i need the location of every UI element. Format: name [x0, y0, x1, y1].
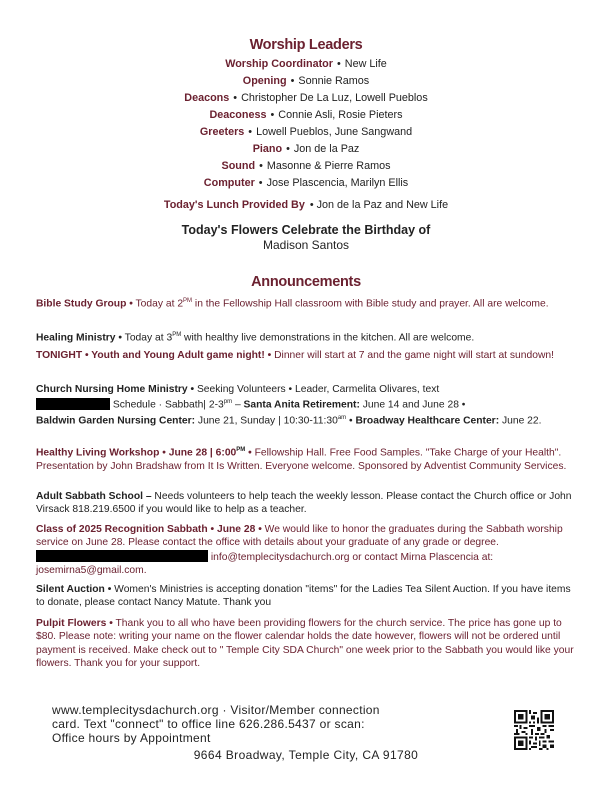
- separator-dot: •: [336, 58, 341, 70]
- leader-role: Greeters: [199, 126, 245, 138]
- announcement-text: Thank you to all who have been providing flowers for the church service. The price has gone up to $80. Please note: writing your name on the flower calendar holds the date however, flowers will not be ordered until payment is received. Make check out to " Temple City SDA Church" one week prior to the Sabbath you would like your flowers. Thank you for your support.: [36, 618, 574, 669]
- announcement-bible-study: [36, 295, 578, 311]
- announcement-text: June 22.: [499, 415, 542, 427]
- superscript: PM: [183, 298, 193, 304]
- lunch-names: Jon de la Paz and New Life: [316, 199, 449, 211]
- announcement-text: info@templecitysdachurch.org or contact Mirna Plascencia at: josemirna5@gmail.com.: [36, 551, 494, 576]
- announcement-healthy-living: [36, 444, 578, 473]
- location-name: Baldwin Garden Nursing Center:: [36, 415, 196, 427]
- leader-row: [0, 175, 612, 192]
- separator-dot: •: [258, 177, 263, 189]
- footer-line: www.templecitysdachurch.org · Visitor/Member connection: [52, 703, 380, 717]
- announcement-text: Today at 2: [132, 298, 184, 310]
- announcement-text: June 21, Sunday | 10:30-11:30: [195, 415, 338, 427]
- leader-role: Piano: [252, 143, 283, 155]
- separator-dot: •: [248, 126, 253, 138]
- announcement-title: Class of 2025 Recognition Sabbath • June 28 •: [36, 524, 262, 535]
- announcement-text: We would like to honor the graduates during the Sabbath worship service on June 28. Please contact the office with details about your graduate of any grade or degree.: [36, 524, 563, 549]
- announcement-title: Silent Auction •: [36, 584, 112, 595]
- leader-row: [0, 158, 612, 175]
- separator-dot: •: [233, 92, 238, 104]
- leader-row: [0, 107, 612, 124]
- lunch-label: Today's Lunch Provided By: [163, 199, 305, 211]
- leader-role: Sound: [221, 160, 256, 172]
- separator-dot: •: [259, 160, 263, 172]
- announcement-title: TONIGHT • Youth and Young Adult game night! •: [36, 350, 272, 361]
- leader-role: Computer: [203, 177, 255, 189]
- church-address: 9664 Broadway, Temple City, CA 91780: [193, 748, 419, 762]
- announcement-healing: [36, 329, 578, 345]
- announcement-adult-sabbath-school: [36, 490, 578, 517]
- leader-names: Christopher De La Luz, Lowell Pueblos: [241, 92, 428, 104]
- announcement-silent-auction: [36, 583, 578, 610]
- announcement-text: Fellowship Hall. Free Food Samples. "Take Charge of your Health". Presentation by John Bradshaw from It Is Written. Everyone welcome. Sponsored by Adventist Community Services.: [36, 447, 567, 472]
- announcement-title: Church Nursing Home Ministry •: [36, 384, 195, 395]
- announcements-heading: Announcements: [251, 274, 361, 290]
- announcement-pulpit-flowers: [36, 617, 578, 670]
- separator-dot: •: [309, 199, 314, 211]
- location-name: Broadway Healthcare Center:: [352, 415, 500, 427]
- leader-names: New Life: [344, 58, 387, 70]
- announcement-text: with healthy live demonstrations in the kitchen. All are welcome.: [181, 332, 475, 344]
- announcement-title: Adult Sabbath School –: [36, 491, 152, 502]
- leader-row: [0, 124, 612, 141]
- announcement-text: –: [232, 399, 244, 411]
- announcement-text: June 14 and June 28 •: [359, 399, 466, 411]
- separator-dot: •: [270, 109, 275, 121]
- leader-names: Sonnie Ramos: [298, 75, 370, 87]
- announcement-text: Seeking Volunteers • Leader, Carmelita Olivares, text: [194, 384, 440, 395]
- announcement-nursing: [36, 383, 578, 428]
- announcement-text: in the Fellowship Hall classroom with Bible study and prayer. All are welcome.: [192, 298, 549, 310]
- announcement-tonight: [36, 349, 578, 362]
- location-name: Santa Anita Retirement:: [243, 399, 360, 411]
- leader-row: [0, 56, 612, 73]
- announcement-class-2025: [36, 523, 578, 577]
- footer-line: Office hours by Appointment: [52, 731, 211, 745]
- announcement-text: Dinner will start at 7 and the game night will start at sundown!: [271, 350, 554, 361]
- superscript: am: [337, 415, 347, 422]
- footer-info: [52, 703, 492, 745]
- leader-names: Jose Plascencia, Marilyn Ellis: [266, 177, 409, 189]
- announcement-title: •: [245, 447, 252, 459]
- qr-code-icon: [514, 710, 554, 750]
- announcement-title: Healthy Living Workshop • June 28 | 6:00: [36, 447, 237, 459]
- leader-names: Jon de la Paz: [293, 143, 360, 155]
- leader-role: Deacons: [184, 92, 230, 104]
- leader-role: Worship Coordinator: [225, 58, 333, 70]
- leader-names: Lowell Pueblos, June Sangwand: [256, 126, 413, 138]
- leader-names: Connie Asli, Rosie Pieters: [278, 109, 403, 121]
- announcement-title: Bible Study Group •: [36, 298, 133, 310]
- superscript: PM: [172, 332, 182, 338]
- leader-row: [0, 90, 612, 107]
- separator-dot: •: [290, 75, 295, 87]
- redacted-block: [36, 550, 208, 562]
- superscript: pm: [223, 399, 233, 406]
- leader-row: [0, 141, 612, 158]
- announcement-text: •: [346, 415, 353, 427]
- flowers-name: Madison Santos: [262, 238, 350, 252]
- announcement-text: Needs volunteers to help teach the weekly lesson. Please contact the Church office or John Virsack 818.219.6500 if you would like to help as a teacher.: [36, 491, 572, 516]
- leader-role: Deaconess: [209, 109, 267, 121]
- footer-line: card. Text "connect" to office line 626.286.5437 or scan:: [52, 717, 365, 731]
- worship-leaders-heading: Worship Leaders: [249, 37, 363, 53]
- announcement-title: Healing Ministry •: [36, 332, 122, 344]
- leader-names: Masonne & Pierre Ramos: [266, 160, 391, 172]
- announcement-text: Women's Ministries is accepting donation "items" for the Ladies Tea Silent Auction. If you have items to donate, please contact Nancy Matute. Thank you: [36, 584, 571, 609]
- superscript: PM: [236, 447, 246, 453]
- lunch-line: [0, 199, 612, 211]
- announcement-text: Today at 3: [122, 332, 173, 344]
- leader-role: Opening: [242, 75, 287, 87]
- announcement-title: Pulpit Flowers •: [36, 618, 113, 629]
- announcement-text: Schedule · Sabbath| 2-3: [110, 399, 224, 411]
- leader-row: [0, 73, 612, 90]
- redacted-block: [36, 398, 110, 410]
- flowers-title: Today's Flowers Celebrate the Birthday of: [181, 223, 431, 237]
- worship-leaders-list: [0, 56, 612, 192]
- separator-dot: •: [286, 143, 290, 155]
